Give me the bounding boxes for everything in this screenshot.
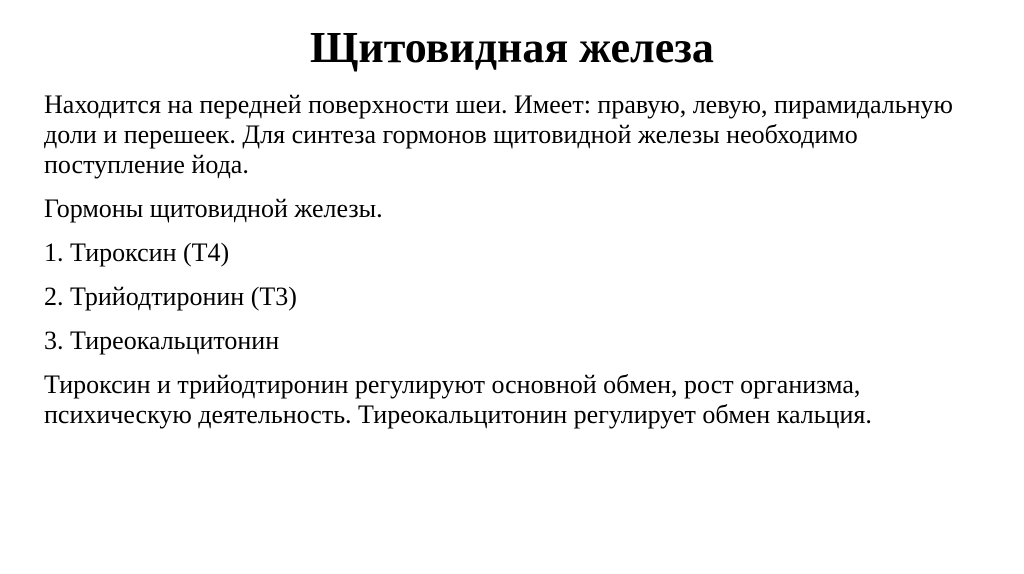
paragraph-hormones-heading: Гормоны щитовидной железы. (44, 194, 383, 223)
list-item-calcitonin: 3. Тиреокальцитонин (44, 326, 280, 355)
paragraph-location: Находится на передней поверхности шеи. Имеет: правую, левую, пирамидальную доли и перешеек. Для синтеза гормонов щитовидной железы необходимо поступление йода. (44, 90, 953, 179)
slide-title: Щитовидная железа (310, 23, 714, 72)
list-item-triiodothyronine: 2. Трийодтиронин (Т3) (44, 282, 297, 311)
list-item-thyroxine: 1. Тироксин (Т4) (44, 238, 230, 267)
slide-body (44, 90, 984, 444)
paragraph-functions: Тироксин и трийодтиронин регулируют основной обмен, рост организма, психическую деятельность. Тиреокальцитонин регулирует обмен кальция. (44, 370, 872, 429)
